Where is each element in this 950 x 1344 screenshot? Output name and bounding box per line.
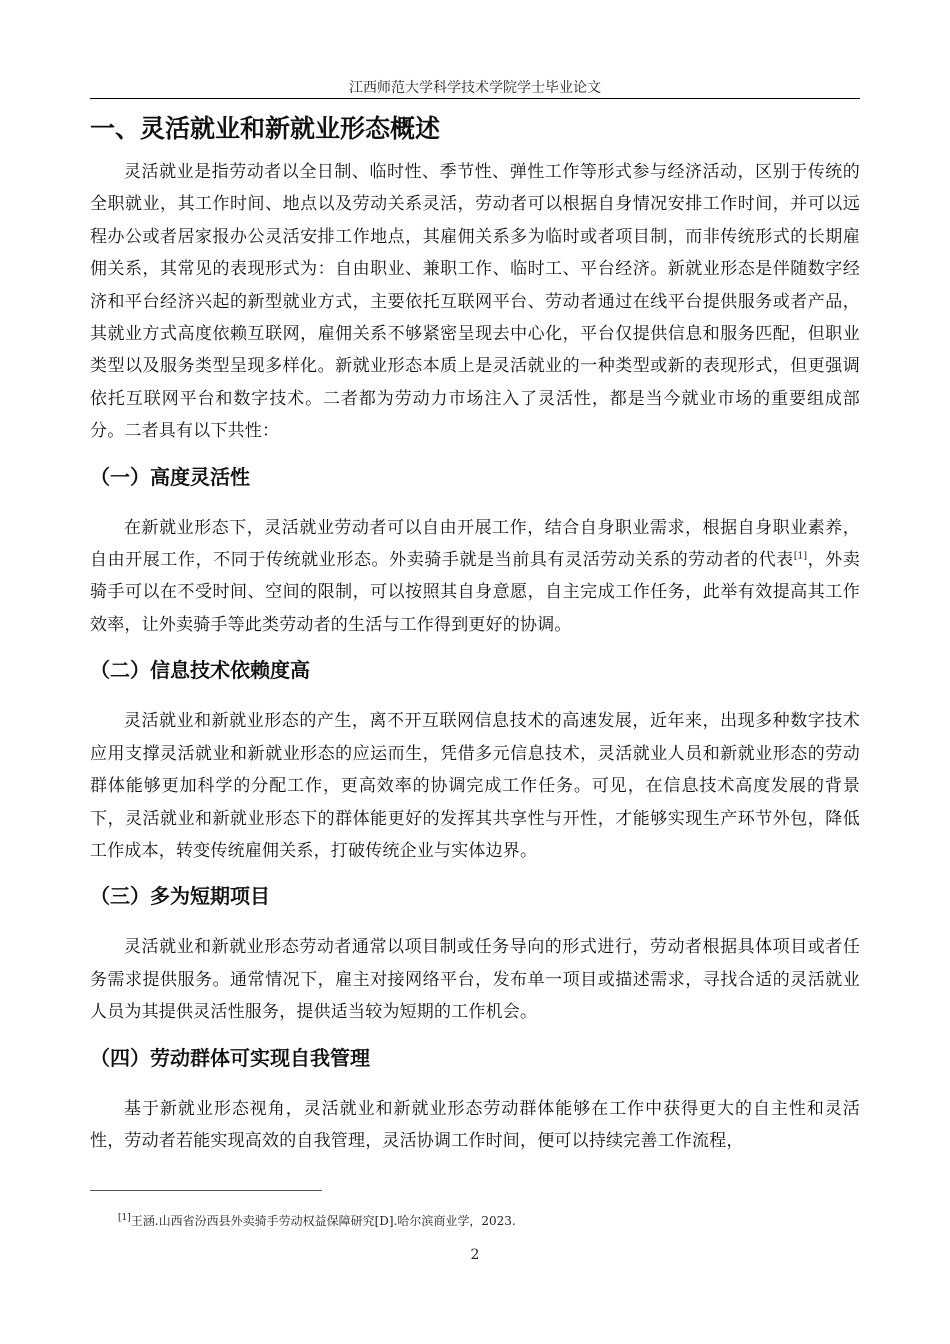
paragraph-text-after-citation: ，外卖骑手可以在不受时间、空间的限制，可以按照其自身意愿，自主完成工作任务，此举有效提高其工作效率，让外卖骑手等此类劳动者的生活与工作得到更好的协调。: [90, 550, 860, 635]
footnote-divider: [90, 1190, 322, 1191]
page-number: 2: [470, 1247, 480, 1263]
subsection-heading-2: （二）信息技术依赖度高: [90, 658, 310, 683]
section-heading: 一、灵活就业和新就业形态概述: [90, 114, 441, 143]
main-content: [90, 108, 860, 1157]
paragraph-text-before-citation: 在新就业形态下，灵活就业劳动者可以自由开展工作，结合自身职业需求，根据自身职业素养，自由开展工作，不同于传统就业形态。外卖骑手就是当前具有灵活劳动关系的劳动者的代表: [90, 517, 860, 571]
footnote: [118, 1212, 516, 1229]
subsection-paragraph-3: 灵活就业和新就业形态劳动者通常以项目制或任务导向的形式进行，劳动者根据具体项目或者任务需求提供服务。通常情况下，雇主对接网络平台，发布单一项目或描述需求，寻找合适的灵活就业人员为其提供灵活性服务，提供适当较为短期的工作机会。: [90, 937, 860, 1023]
subsection-heading-3: （三）多为短期项目: [90, 884, 270, 909]
subsection-paragraph-1: [90, 512, 860, 642]
footnote-marker: [1]: [118, 1213, 131, 1223]
intro-paragraph: 灵活就业是指劳动者以全日制、临时性、季节性、弹性工作等形式参与经济活动，区别于传统的全职就业，其工作时间、地点以及劳动关系灵活，劳动者可以根据自身情况安排工作时间，并可以远程办公或者居家报办公灵活安排工作地点，其雇佣关系多为临时或者项目制，而非传统形式的长期雇佣关系，其常见的表现形式为：自由职业、兼职工作、临时工、平台经济。新就业形态是伴随数字经济和平台经济兴起的新型就业方式，主要依托互联网平台、劳动者通过在线平台提供服务或者产品，其就业方式高度依赖互联网，雇佣关系不够紧密呈现去中心化，平台仅提供信息和服务匹配，但职业类型以及服务类型呈现多样化。新就业形态本质上是灵活就业的一种类型或新的表现形式，但更强调依托互联网平台和数字技术。二者都为劳动力市场注入了灵活性，都是当今就业市场的重要组成部分。二者具有以下共性：: [90, 162, 860, 442]
footnote-text: 王涵.山西省汾西县外卖骑手劳动权益保障研究[D].哈尔滨商业学，2023.: [130, 1214, 516, 1228]
running-header: 江西师范大学科学技术学院学士毕业论文: [349, 80, 601, 96]
subsection-heading-1: （一）高度灵活性: [90, 464, 250, 489]
subsection-paragraph-2: 灵活就业和新就业形态的产生，离不开互联网信息技术的高速发展，近年来，出现多种数字技术应用支撑灵活就业和新就业形态的应运而生，凭借多元信息技术，灵活就业人员和新就业形态的劳动群体能够更加科学的分配工作，更高效率的协调完成工作任务。可见，在信息技术高度发展的背景下，灵活就业和新就业形态下的群体能更好的发挥其共享性与开性，才能够实现生产环节外包，降低工作成本，转变传统雇佣关系，打破传统企业与实体边界。: [90, 711, 860, 861]
subsection-paragraph-4: 基于新就业形态视角，灵活就业和新就业形态劳动群体能够在工作中获得更大的自主性和灵活性，劳动者若能实现高效的自我管理，灵活协调工作时间，便可以持续完善工作流程，: [90, 1098, 860, 1151]
citation-marker[interactable]: [1]: [793, 551, 808, 562]
header-divider: [90, 98, 860, 99]
subsection-heading-4: （四）劳动群体可实现自我管理: [90, 1045, 370, 1070]
